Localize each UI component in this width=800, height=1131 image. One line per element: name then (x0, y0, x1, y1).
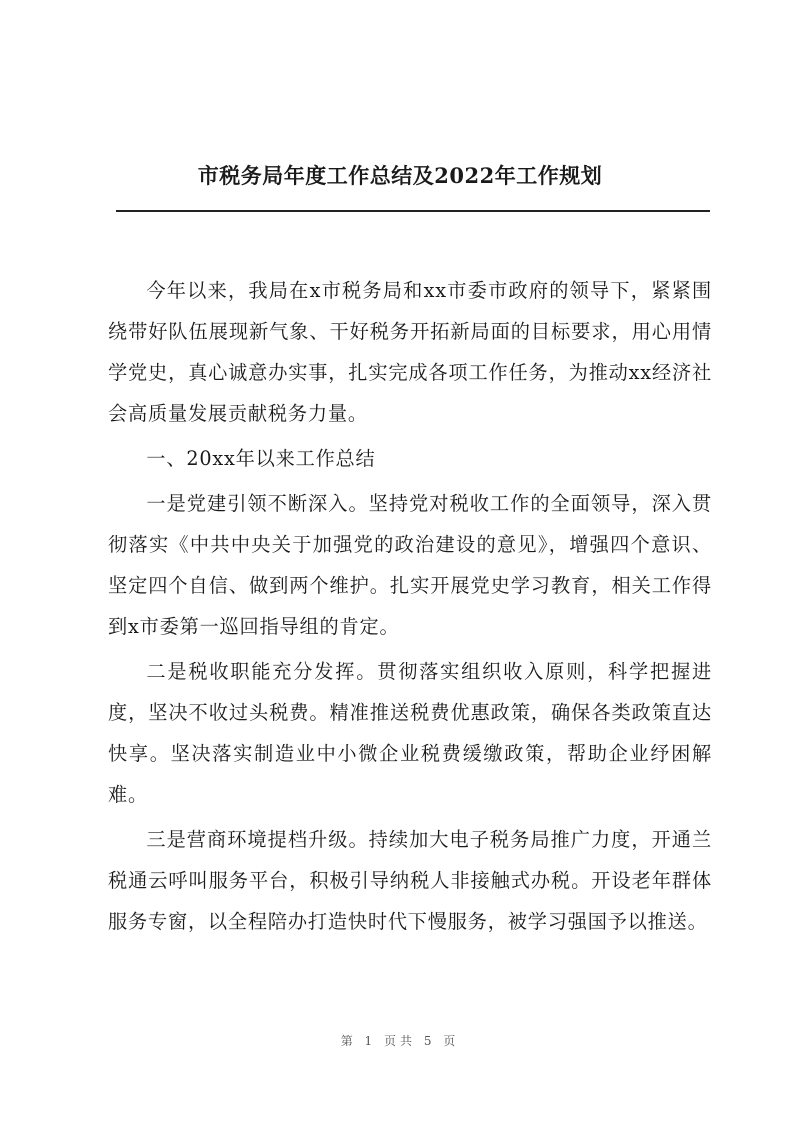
section-heading: 一、20xx年以来工作总结 (146, 447, 376, 470)
paragraph-party-building: 一是党建引领不断深入。坚持党对税收工作的全面领导，深入贯彻落实《中共中央关于加强党的政治建设的意见》，增强四个意识、坚定四个自信、做到两个维护。扎实开展党史学习教育，相关工作得到x市委第一巡回指导组的肯定。 (108, 492, 712, 638)
paragraph-business-environment: 三是营商环境提档升级。持续加大电子税务局推广力度，开通兰税通云呼叫服务平台，积极引导纳税人非接触式办税。开设老年群体服务专窗，以全程陪办打造快时代下慢服务，被学习强国予以推送。 (108, 828, 712, 933)
title-underline (116, 210, 710, 212)
paragraph-intro: 今年以来，我局在x市税务局和xx市委市政府的领导下，紧紧围绕带好队伍展现新气象、干好税务开拓新局面的目标要求，用心用情学党史，真心诚意办实事，扎实完成各项工作任务，为推动xx经济社会高质量发展贡献税务力量。 (108, 279, 712, 425)
document-title: 市税务局年度工作总结及2022年工作规划 (197, 163, 603, 188)
page-number-footer: 第 1 页共 5 页 (340, 1034, 460, 1048)
paragraph-tax-function: 二是税收职能充分发挥。贯彻落实组织收入原则，科学把握进度，坚决不收过头税费。精准推送税费优惠政策，确保各类政策直达快享。坚决落实制造业中小微企业税费缓缴政策，帮助企业纾困解难。 (108, 660, 712, 806)
document-body (108, 270, 712, 946)
